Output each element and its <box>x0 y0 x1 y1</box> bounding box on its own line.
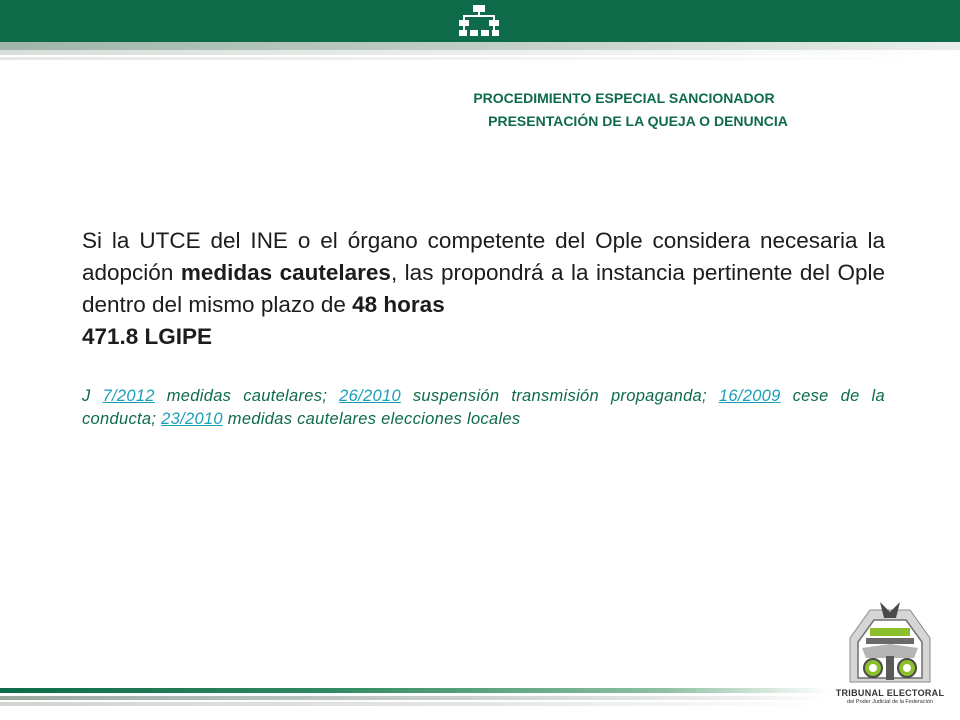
top-stripe-tertiary <box>0 57 960 60</box>
main-paragraph <box>82 225 885 353</box>
ref-prefix: J <box>82 387 103 405</box>
emphasis-medidas: medidas cautelares <box>180 260 391 285</box>
paragraph-text: , las propondrá a la instancia pertinente del Ople dentro del mismo plazo de <box>82 260 885 317</box>
jurisprudence-link-7-2012[interactable]: 7/2012 <box>102 387 155 405</box>
jurisprudence-link-26-2010[interactable]: 26/2010 <box>339 387 401 405</box>
jurisprudence-link-16-2009[interactable]: 16/2009 <box>718 387 781 405</box>
tribunal-logo <box>840 598 940 686</box>
ref-text: medidas cautelares elecciones locales <box>222 410 521 428</box>
paragraph-text: Si la UTCE del INE o el órgano competente del Ople considera necesaria la adopción <box>82 228 885 285</box>
legal-reference: 471.8 LGIPE <box>82 324 213 349</box>
ref-text: cese de la conducta; <box>82 387 885 428</box>
top-stripe-secondary <box>0 50 960 55</box>
tribunal-logo-text <box>830 688 950 705</box>
logo-line1: TRIBUNAL ELECTORAL <box>835 688 945 698</box>
jurisprudence-link-23-2010[interactable]: 23/2010 <box>161 410 223 428</box>
ref-text: medidas cautelares; <box>154 387 340 405</box>
bottom-stripe-tertiary <box>0 702 830 706</box>
bottom-stripe-secondary <box>0 696 830 700</box>
page-title: PROCEDIMIENTO ESPECIAL SANCIONADOR <box>473 90 775 106</box>
org-chart-icon <box>458 4 500 38</box>
bottom-stripe <box>0 688 830 693</box>
page-subtitle: PRESENTACIÓN DE LA QUEJA O DENUNCIA <box>488 113 788 129</box>
logo-line2: del Poder Judicial de la Federación <box>847 699 933 705</box>
emphasis-plazo: 48 horas <box>352 292 445 317</box>
top-stripe <box>0 42 960 50</box>
jurisprudence-references <box>82 385 885 431</box>
ref-text: suspensión transmisión propaganda; <box>400 387 719 405</box>
